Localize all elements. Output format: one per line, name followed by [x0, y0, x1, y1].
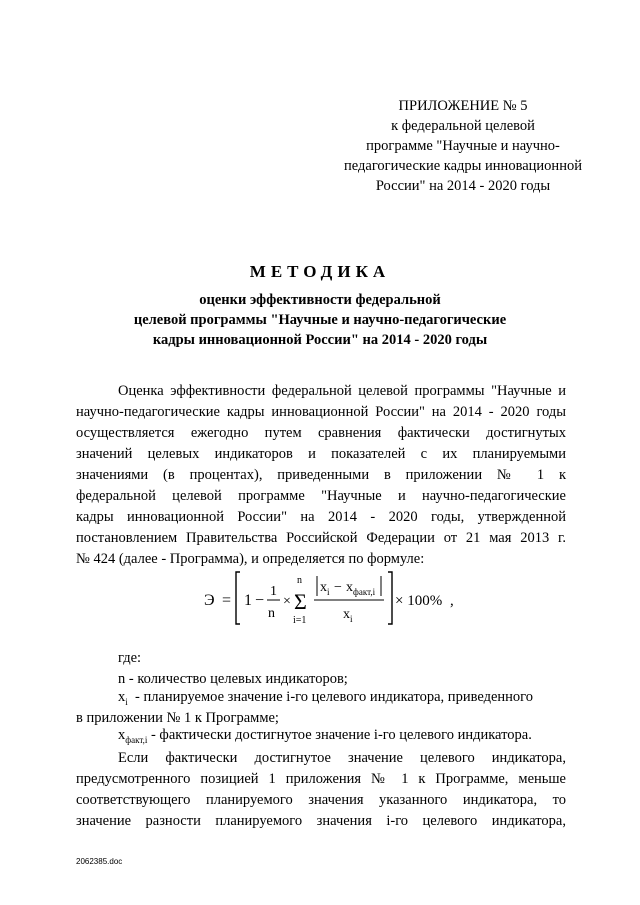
num-xfact-sub: факт,i: [353, 587, 376, 597]
num-x-sub: i: [327, 587, 330, 597]
formula-comma: ,: [450, 593, 454, 609]
formula-one: 1: [244, 592, 252, 609]
xfact-symbol-sub: факт,i: [125, 734, 148, 745]
xfact-definition: [118, 725, 608, 750]
subtitle-line: кадры инновационной России" на 2014 - 2020 годы: [152, 332, 488, 348]
document-title: МЕТОДИКА: [249, 262, 391, 281]
appendix-line: к федеральной целевой: [391, 118, 535, 134]
xfact-definition-text: - фактически достигнутое значение i-го целевого индикатора.: [150, 727, 532, 743]
appendix-header: [338, 96, 588, 196]
sum-upper: n: [297, 575, 302, 586]
paragraph-line: постановлением Правительства Российской Федерации от 21 мая 2013 г.: [76, 530, 566, 546]
num-xfact: x: [346, 580, 353, 595]
right-bracket: [388, 572, 392, 624]
xi-symbol-sub: i: [125, 696, 128, 707]
appendix-line: ПРИЛОЖЕНИЕ № 5: [398, 98, 528, 114]
paragraph-line: значение разности планируемого значения i-го целевого индикатора,: [76, 813, 566, 829]
n-definition: n - количество целевых индикаторов;: [118, 671, 348, 687]
paragraph-line: научно-педагогические кадры инновационной России" на 2014 - 2020 годы: [76, 404, 566, 420]
formula-minus: −: [255, 592, 265, 609]
paragraph-line: значениями (в процентах), приведенными в приложении № 1 к: [76, 467, 566, 483]
sum-lower: i=1: [293, 615, 307, 626]
paragraph-line: Оценка эффективности федеральной целевой программы "Научные и: [118, 383, 566, 399]
subtitle-line: целевой программы "Научные и научно-педагогические: [133, 312, 507, 328]
subtitle-line: оценки эффективности федеральной: [199, 292, 441, 308]
num-x: x: [320, 580, 327, 595]
paragraph-line: предусмотренного позицией 1 приложения № 1 к Программе, меньше: [76, 771, 566, 787]
formula-lhs: Э: [204, 592, 215, 609]
xi-definition-text: - планируемое значение i-го целевого индикатора, приведенного: [135, 689, 534, 705]
formula-times: ×: [283, 594, 291, 609]
frac-denominator: n: [268, 606, 275, 621]
den-x: x: [343, 607, 350, 622]
paragraph-line: соответствующего планируемого значения указанного индикатора, то: [76, 792, 566, 808]
xfact-symbol: x: [118, 727, 126, 743]
num-minus: −: [334, 580, 342, 595]
xi-definition-cont: в приложении № 1 к Программе;: [76, 710, 279, 726]
paragraph-line: № 424 (далее - Программа), и определяется по формуле:: [76, 551, 425, 567]
sum-symbol: Σ: [294, 589, 307, 614]
file-name-footer: 2062385.doc: [76, 857, 123, 866]
efficiency-formula: [200, 568, 480, 628]
document-subtitle: [0, 290, 640, 350]
left-bracket: [236, 572, 240, 624]
appendix-line: программе "Научные и научно-: [366, 138, 560, 154]
frac-numerator: 1: [270, 584, 277, 599]
den-x-sub: i: [350, 614, 353, 624]
formula-tail: × 100%: [395, 593, 443, 609]
appendix-line: педагогические кадры инновационной: [344, 158, 582, 174]
xi-symbol: x: [118, 689, 126, 705]
paragraph-line: кадры инновационной России" на 2014 - 2020 годы, утвержденной: [76, 509, 566, 525]
paragraph-line: осуществляется ежегодно путем сравнения фактически достигнутых: [76, 425, 566, 441]
paragraph-line: Если фактически достигнутое значение целевого индикатора,: [118, 750, 566, 766]
formula-equals: =: [222, 592, 232, 609]
paragraph-line: значений целевых индикаторов и показателей с их планируемыми: [76, 446, 566, 462]
paragraph-line: федеральной целевой программе "Научные и научно-педагогические: [76, 488, 566, 504]
where-label: где:: [118, 650, 142, 666]
appendix-line: России" на 2014 - 2020 годы: [375, 178, 551, 194]
